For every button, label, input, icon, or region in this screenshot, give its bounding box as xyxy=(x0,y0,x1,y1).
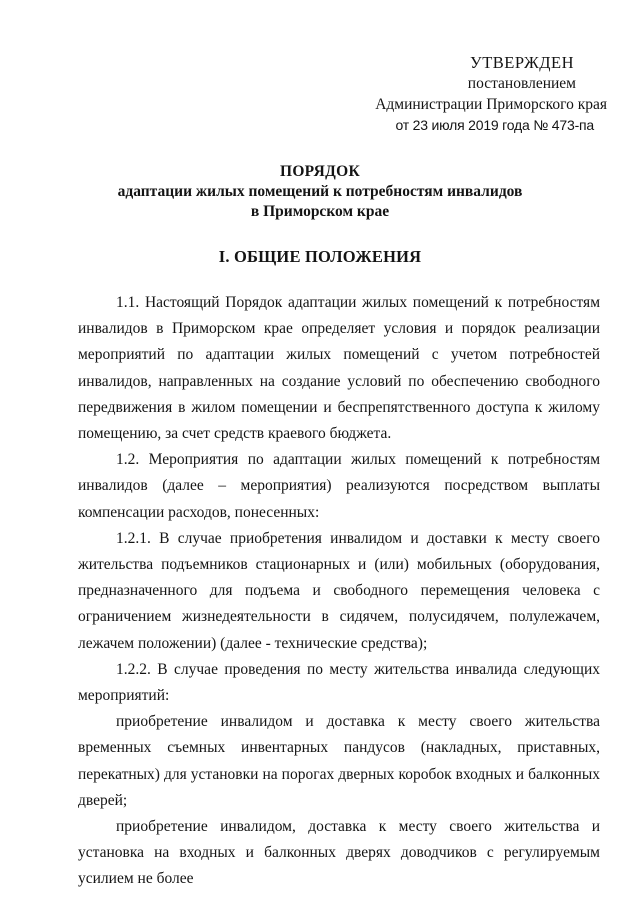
document-subtitle-line-2: в Приморском крае xyxy=(250,203,390,220)
approval-stamp xyxy=(360,52,610,136)
paragraph-ramps: приобретение инвалидом и доставка к месту своего жительства временных съемных инвентарных пандусов (накладных, приставных, перекатных) для установки на порогах дверных коробок входных и балконных дверей; xyxy=(78,713,600,809)
document-subtitle-line-1: адаптации жилых помещений к потребностям инвалидов xyxy=(117,183,523,200)
approval-line-administration: Администрации Приморского края xyxy=(375,96,607,113)
paragraph-1-1: 1.1. Настоящий Порядок адаптации жилых помещений к потребностям инвалидов в Приморском крае определяет условия и порядок реализации мероприятий по адаптации жилых помещений с учетом потребностей инвалидов, направленных на создание условий по обеспечению свободного передвижения в жилом помещении и беспрепятственного доступа к жилому помещению, за счет средств краевого бюджета. xyxy=(78,294,600,443)
approval-line-resolution: постановлением xyxy=(467,75,576,92)
paragraph-1-2-1: 1.2.1. В случае приобретения инвалидом и доставки к месту своего жительства подъемников стационарных и (или) мобильных (оборудования, предназначенного для подъема и свободного перемещения человека с ограничением жизнедеятельности в сидячем, полусидячем, полулежачем, лежачем положении) (далее - технические средства); xyxy=(78,529,600,652)
approval-title: УТВЕРЖДЕН xyxy=(470,53,574,72)
document-title: ПОРЯДОК xyxy=(279,163,361,180)
approval-decree-date-number: от 23 июля 2019 года № 473-па xyxy=(395,117,594,133)
section-heading: I. ОБЩИЕ ПОЛОЖЕНИЯ xyxy=(218,247,422,266)
document-body xyxy=(78,290,600,893)
paragraph-1-2-2: 1.2.2. В случае проведения по месту жительства инвалида следующих мероприятий: xyxy=(78,660,600,705)
paragraph-1-2: 1.2. Мероприятия по адаптации жилых помещений к потребностям инвалидов (далее – мероприятия) реализуются посредством выплаты компенсации расходов, понесенных: xyxy=(78,451,600,521)
paragraph-door-closers: приобретение инвалидом, доставка к месту своего жительства и установка на входных и балконных дверях доводчиков с регулируемым усилием не более xyxy=(78,818,600,888)
document-title-block xyxy=(0,162,640,222)
